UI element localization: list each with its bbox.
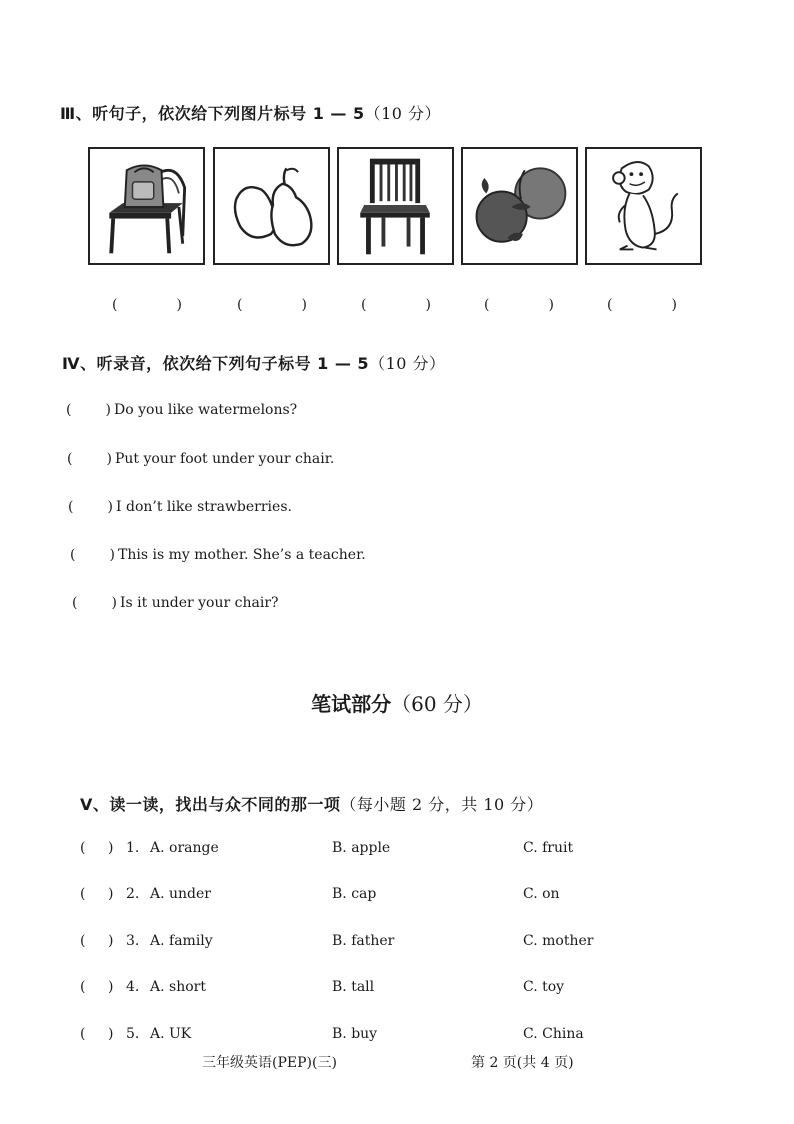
written-points: （60 分） xyxy=(391,692,483,716)
option-b: B. tall xyxy=(332,979,375,995)
peaches-icon xyxy=(463,149,576,263)
question-4: ( ) 4. A. short B. tall C. toy xyxy=(80,979,565,995)
question-1: ( ) 1. A. orange B. apple C. fruit xyxy=(80,840,574,856)
pears-icon xyxy=(215,149,328,263)
question-number: 4. xyxy=(126,979,140,995)
option-b: B. father xyxy=(332,933,395,949)
option-b: B. buy xyxy=(332,1026,378,1042)
answer-paren[interactable]: ( ) xyxy=(67,451,112,467)
answer-paren[interactable]: ( ) xyxy=(72,595,117,611)
paren-close: ) xyxy=(671,297,677,313)
section-3-title xyxy=(60,101,441,124)
section-3-points: （10 分） xyxy=(364,104,442,123)
picture-5 xyxy=(585,147,702,265)
question-number: 2. xyxy=(126,886,140,902)
section-4-title xyxy=(62,351,446,374)
question-number: 3. xyxy=(126,933,140,949)
option-c: C. on xyxy=(523,886,560,902)
sentence-text: Do you like watermelons? xyxy=(114,402,298,418)
option-c: C. mother xyxy=(523,933,594,949)
option-a: A. orange xyxy=(150,840,219,856)
sentence-text: I don’t like strawberries. xyxy=(116,499,292,515)
section-4-points: （10 分） xyxy=(369,354,446,373)
sentence-text: Is it under your chair? xyxy=(120,595,279,611)
paren-close: ) xyxy=(425,297,431,313)
sentence-5 xyxy=(72,595,279,611)
question-2: ( ) 2. A. under B. cap C. on xyxy=(80,886,560,902)
option-c: C. fruit xyxy=(523,840,574,856)
option-a: A. short xyxy=(150,979,206,995)
paren-close: ) xyxy=(301,297,307,313)
picture-2-answer[interactable] xyxy=(237,297,307,313)
written-section-title xyxy=(0,688,794,717)
picture-2 xyxy=(213,147,330,265)
sentence-1 xyxy=(66,402,297,418)
option-a: A. family xyxy=(150,933,213,949)
answer-paren[interactable]: ( ) xyxy=(66,402,111,418)
paren-close: ) xyxy=(176,297,182,313)
backpack-on-chair-icon xyxy=(90,149,203,263)
answer-paren[interactable]: ( ) xyxy=(68,499,113,515)
question-number: 5. xyxy=(126,1026,140,1042)
paren-open: ( xyxy=(112,297,118,313)
option-c: C. toy xyxy=(523,979,565,995)
option-a: A. under xyxy=(150,886,211,902)
answer-paren[interactable]: ( ) xyxy=(70,547,115,563)
section-5-title xyxy=(80,792,543,815)
paren-close: ) xyxy=(548,297,554,313)
paren-open: ( xyxy=(484,297,490,313)
sentence-text: This is my mother. She’s a teacher. xyxy=(118,547,366,563)
picture-1 xyxy=(88,147,205,265)
paren-open: ( xyxy=(237,297,243,313)
option-c: C. China xyxy=(523,1026,584,1042)
option-b: B. apple xyxy=(332,840,391,856)
sentence-3 xyxy=(68,499,292,515)
sentence-text: Put your foot under your chair. xyxy=(115,451,335,467)
question-number: 1. xyxy=(126,840,140,856)
sentence-4 xyxy=(70,547,366,563)
footer-page-number: 第 2 页(共 4 页) xyxy=(471,1055,574,1071)
picture-3 xyxy=(337,147,454,265)
question-3: ( ) 3. A. family B. father C. mother xyxy=(80,933,594,949)
footer-subject: 三年级英语(PEP)(三) xyxy=(202,1055,337,1071)
sentence-2 xyxy=(67,451,334,467)
picture-1-answer[interactable] xyxy=(112,297,182,313)
section-3-title-text: Ⅲ、听句子，依次给下列图片标号 1 — 5 xyxy=(60,104,365,123)
monkey-icon xyxy=(587,149,700,263)
option-a: A. UK xyxy=(150,1026,192,1042)
written-title-text: 笔试部分 xyxy=(311,692,392,716)
option-b: B. cap xyxy=(332,886,377,902)
section-5-title-text: Ⅴ、读一读，找出与众不同的那一项 xyxy=(80,795,341,814)
section-5-points: （每小题 2 分，共 10 分） xyxy=(340,795,544,814)
picture-3-answer[interactable] xyxy=(361,297,431,313)
paren-open: ( xyxy=(607,297,613,313)
chair-icon xyxy=(339,149,452,263)
paren-open: ( xyxy=(361,297,367,313)
picture-4-answer[interactable] xyxy=(484,297,554,313)
picture-5-answer[interactable] xyxy=(607,297,677,313)
section-4-title-text: Ⅳ、听录音，依次给下列句子标号 1 — 5 xyxy=(62,354,370,373)
question-5: ( ) 5. A. UK B. buy C. China xyxy=(80,1026,584,1042)
picture-4 xyxy=(461,147,578,265)
